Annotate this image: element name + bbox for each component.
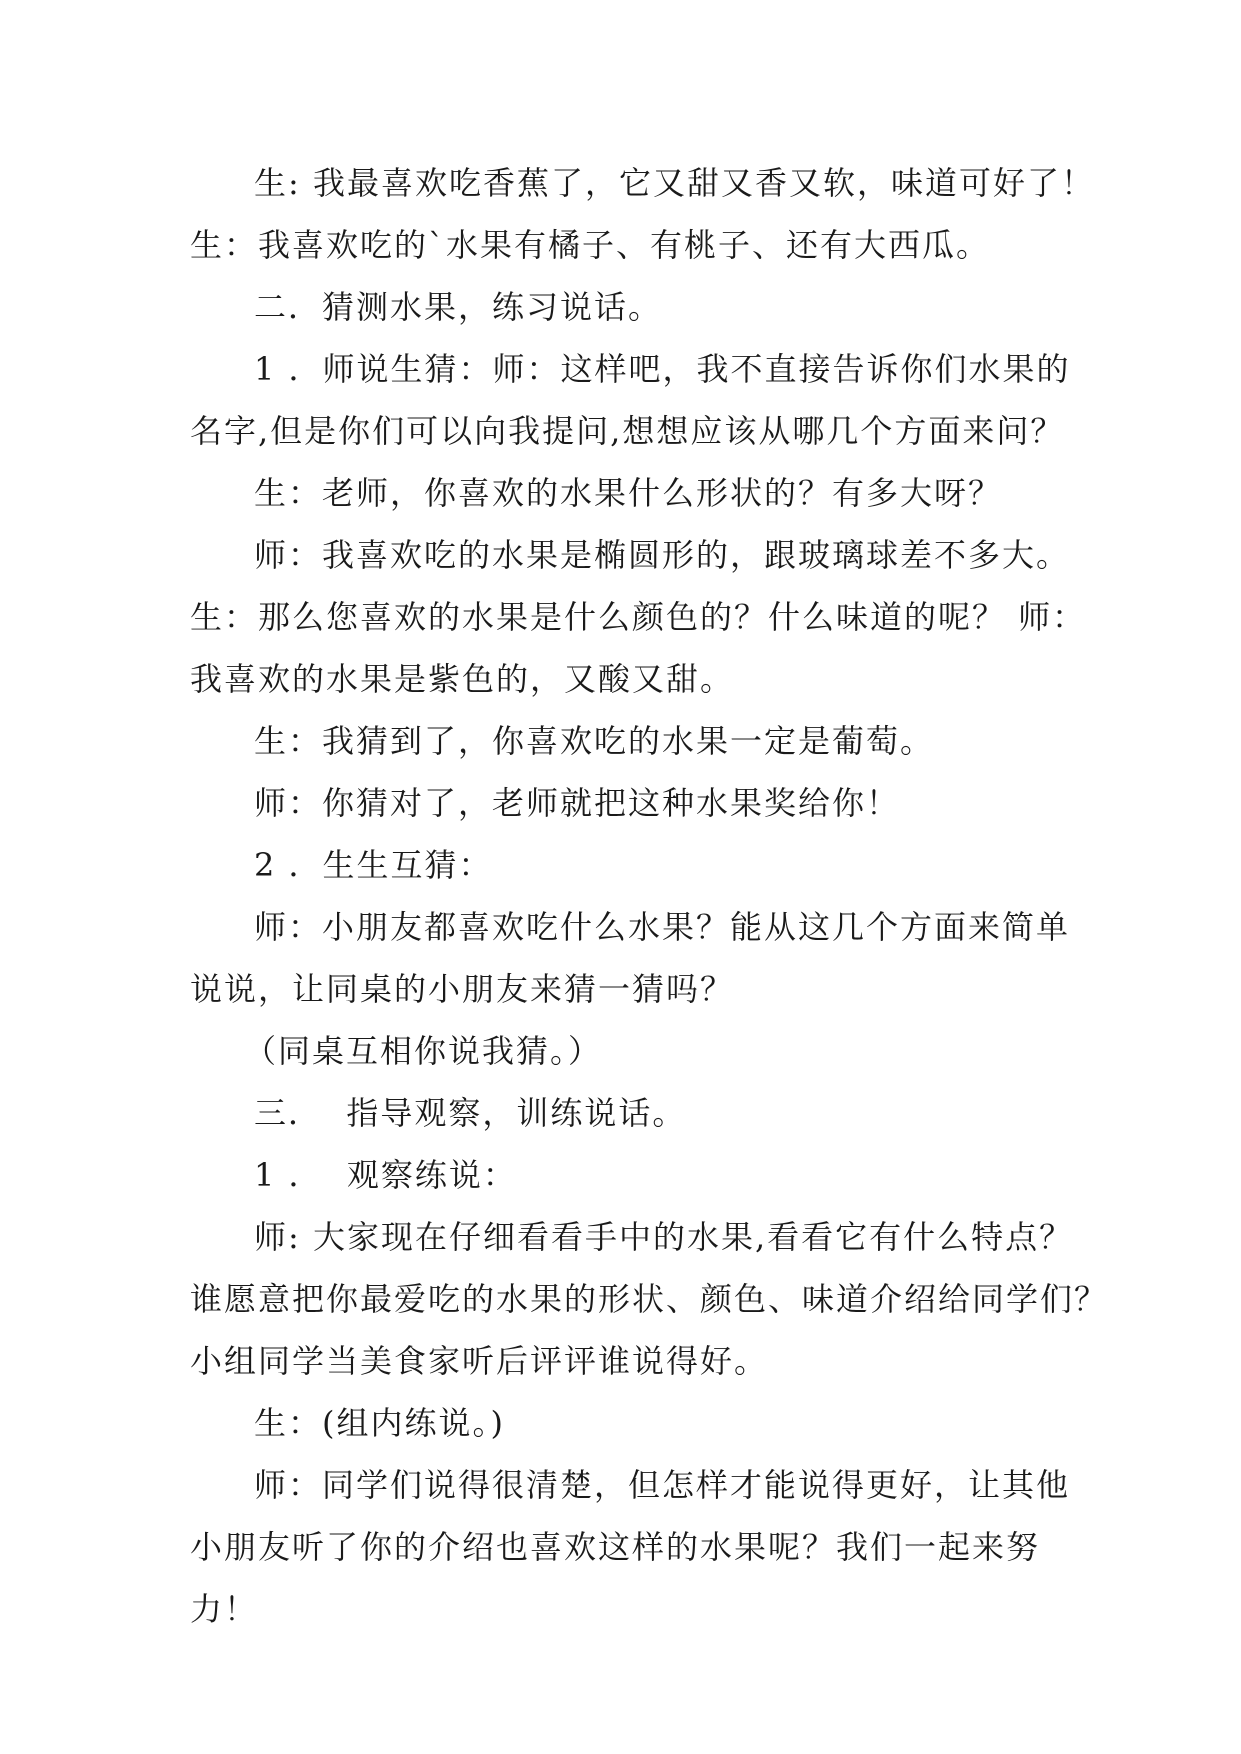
text-line: 2 ．生生互猜： <box>254 846 493 884</box>
text-line: 师: 大家现在仔细看看手中的水果,看看它有什么特点？ <box>254 1218 1074 1256</box>
section-heading: 三． 指导观察，训练说话。 <box>254 1094 687 1132</box>
text-line: 生: 我最喜欢吃香蕉了，它又甜又香又软，味道可好了！ <box>254 164 1095 202</box>
text-line: 名字,但是你们可以向我提问,想想应该从哪几个方面来问？ <box>190 412 1065 450</box>
text-line: 生：我喜欢吃的`水果有橘子、有桃子、还有大西瓜。 <box>190 226 991 264</box>
text-line: 生：那么您喜欢的水果是什么颜色的？什么味道的呢？ 师： <box>190 598 1087 636</box>
text-line: 小朋友听了你的介绍也喜欢这样的水果呢？我们一起来努 <box>190 1528 1041 1566</box>
text-line: 师：同学们说得很清楚，但怎样才能说得更好，让其他 <box>254 1466 1071 1504</box>
text-line: 师：我喜欢吃的水果是椭圆形的，跟玻璃球差不多大。 <box>254 536 1071 574</box>
text-line: 力！ <box>190 1590 259 1628</box>
text-line: 小组同学当美食家听后评评谁说得好。 <box>190 1342 769 1380</box>
document-body <box>190 152 1109 1640</box>
text-line: 生：老师，你喜欢的水果什么形状的？有多大呀？ <box>254 474 1003 512</box>
text-line: 1 ． 观察练说： <box>254 1156 517 1194</box>
text-line: 生：我猜到了，你喜欢吃的水果一定是葡萄。 <box>254 722 935 760</box>
text-line: 说说，让同桌的小朋友来猜一猜吗？ <box>190 970 735 1008</box>
text-line: 1 ．师说生猜：师：这样吧，我不直接告诉你们水果的 <box>254 350 1071 388</box>
text-line: 师：小朋友都喜欢吃什么水果？能从这几个方面来简单 <box>254 908 1071 946</box>
text-line: 谁愿意把你最爱吃的水果的形状、颜色、味道介绍给同学们？ <box>190 1280 1109 1318</box>
text-line: 生：(组内练说。) <box>254 1404 505 1442</box>
text-line: （同桌互相你说我猜。） <box>244 1032 603 1070</box>
text-line: 我喜欢的水果是紫色的，又酸又甜。 <box>190 660 735 698</box>
text-line: 师：你猜对了，老师就把这种水果奖给你！ <box>254 784 901 822</box>
section-heading: 二．猜测水果，练习说话。 <box>254 288 663 326</box>
